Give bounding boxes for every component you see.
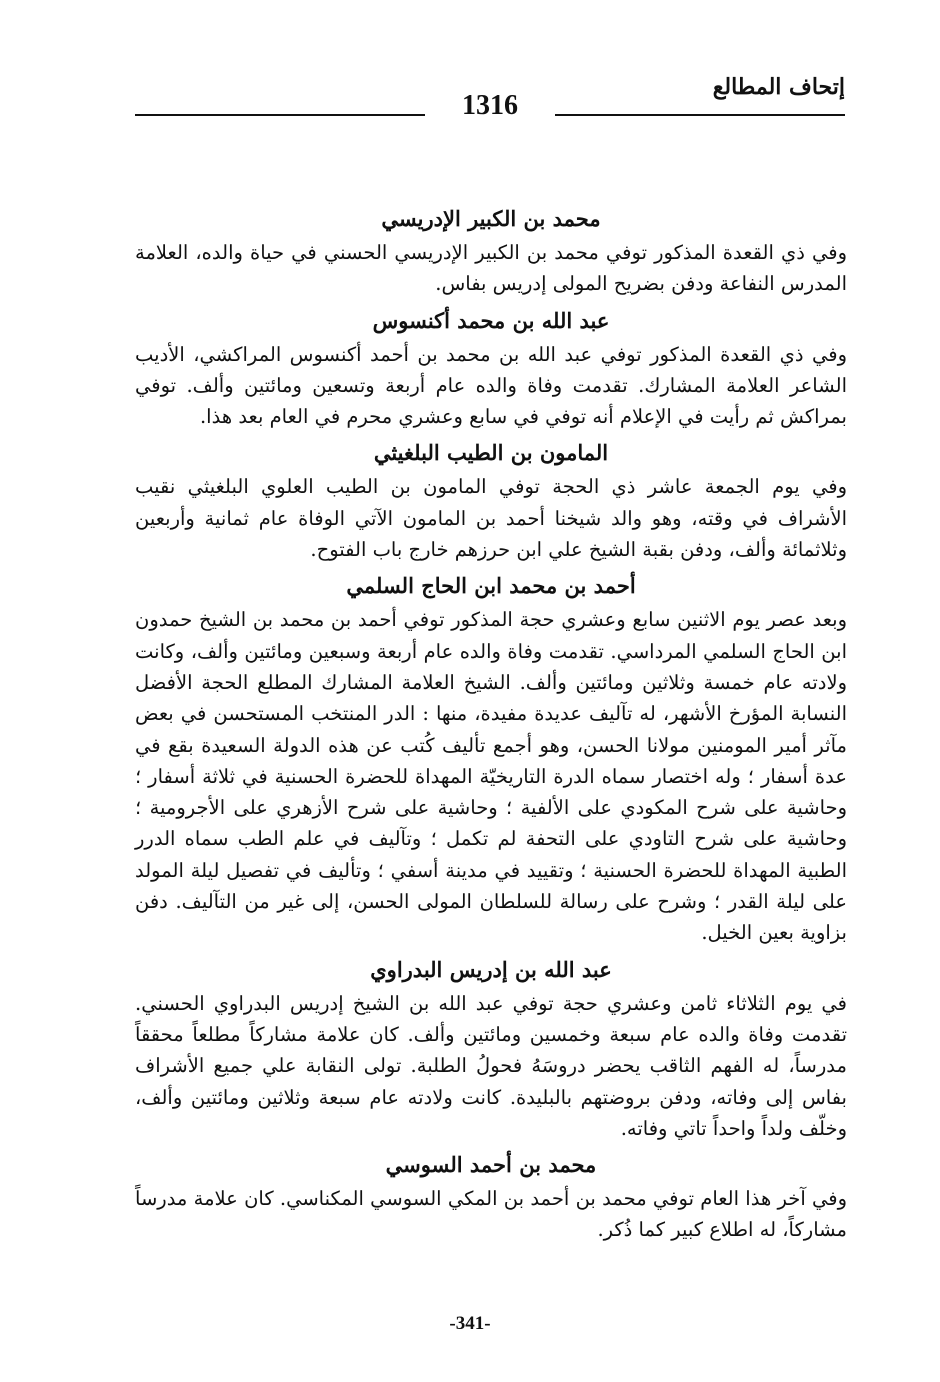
biography-entry xyxy=(135,302,847,433)
entry-name: أحمد بن محمد ابن الحاج السلمي xyxy=(346,573,636,599)
header-rule-right xyxy=(555,114,845,116)
page-header xyxy=(135,70,845,130)
entry-text: وفي ذي القعدة المذكور توفي عبد الله بن محمد بن أحمد أكنسوس المراكشي، الأديب الشاعر العلامة المشارك. تقدمت وفاة والده عام أربعة وتسعين ومائتين وألف. توفي بمراكش ثم رأيت في الإعلام أنه توفي في سابع وعشري محرم في العام بعد هذا. xyxy=(135,342,847,429)
entry-name: محمد بن الكبير الإدريسي xyxy=(381,206,601,231)
page-body xyxy=(135,200,847,1248)
biography-entry xyxy=(135,1146,847,1246)
biography-entry xyxy=(135,434,847,565)
running-title: إتحاف المطالع xyxy=(712,74,845,100)
entry-name: محمد بن أحمد السوسي xyxy=(385,1152,597,1178)
entry-name: المامون بن الطيب البلغيثي xyxy=(373,440,609,466)
entry-text: في يوم الثلاثاء ثامن وعشري حجة توفي عبد الله بن الشيخ إدريس البدراوي الحسني. تقدمت وفاة والده عام سبعة وخمسين ومائتين وألف. كان علامة مشاركاً مطلعاً محققاً مدرساً، له الفهم الثاقب يحضر دروسَهُ فحولُ الطلبة. تولى النقابة علي جميع الأشراف بفاس إلى وفاته، ودفن بروضتهم بالبليدة. كانت ولادته عام سبعة وثلاثين ومائتين وألف، وخلّف ولداً واحداً تاتي وفاته. xyxy=(135,991,847,1140)
entry-text: وفي آخر هذا العام توفي محمد بن أحمد بن المكي السوسي المكناسي. كان علامة مدرساً مشاركاً، له اطلاع كبير كما ذُكر. xyxy=(135,1187,847,1242)
header-rule-left xyxy=(135,114,425,116)
entry-name: عبد الله بن محمد أكنسوس xyxy=(372,307,610,333)
year-heading: 1316 xyxy=(462,90,518,121)
entry-name: عبد الله بن إدريس البدراوي xyxy=(370,956,612,982)
page-number: -341- xyxy=(449,1313,491,1334)
biography-entry xyxy=(135,200,847,300)
entry-text: وفي ذي القعدة المذكور توفي محمد بن الكبير الإدريسي الحسني في حياة والده، العلامة المدرس النفاعة ودفن بضريح المولى إدريس بفاس. xyxy=(135,241,847,296)
entry-text: وبعد عصر يوم الاثنين سابع وعشري حجة المذكور توفي أحمد بن محمد بن الشيخ حمدون ابن الحاج السلمي المرداسي. تقدمت وفاة والده عام أربعة وسبعين ومائتين وألف، وكانت ولادته عام خمسة وثلاثين ومائتين وألف. الشيخ العلامة المشارك المطلع الحجة الأفضل النسابة المؤرخ الأشهر، له تآليف عديدة مفيدة، منها : الدر المنتخب المستحسن في بعض مآثر أمير المومنين مولانا الحسن، وهو أجمع تأليف كُتب عن هذه الدولة السعيدة بقع في عدة أسفار ؛ وله اختصار سماه الدرة التاريخيّة المهداة للحضرة الحسنية في ثلاثة أسفار ؛ وحاشية على شرح المكودي على الألفية ؛ وحاشية على شرح الأزهري على الأجرومية ؛ وحاشية على شرح التاودي على التحفة لم تكمل ؛ وتآليف في علم الطب سماه الدرر الطبية المهداة للحضرة الحسنية ؛ وتقييد في مدينة أسفي ؛ وتأليف في تفصيل ليلة المولد على ليلة القدر ؛ وشرح على رسالة للسلطان المولى الحسن، إلى غير من التآليف. دفن بزاوية بعين الخيل. xyxy=(135,608,847,945)
biography-entry xyxy=(135,567,847,948)
entry-text: وفي يوم الجمعة عاشر ذي الحجة توفي المامون بن الطيب العلوي البلغيثي نقيب الأشراف في وقته، وهو والد شيخنا أحمد بن المامون الآتي الوفاة عام ثمانية وأربعين وثلاثمائة وألف، ودفن بقبة الشيخ علي ابن حرزهم خارج باب الفتوح. xyxy=(135,475,847,562)
biography-entry xyxy=(135,951,847,1144)
